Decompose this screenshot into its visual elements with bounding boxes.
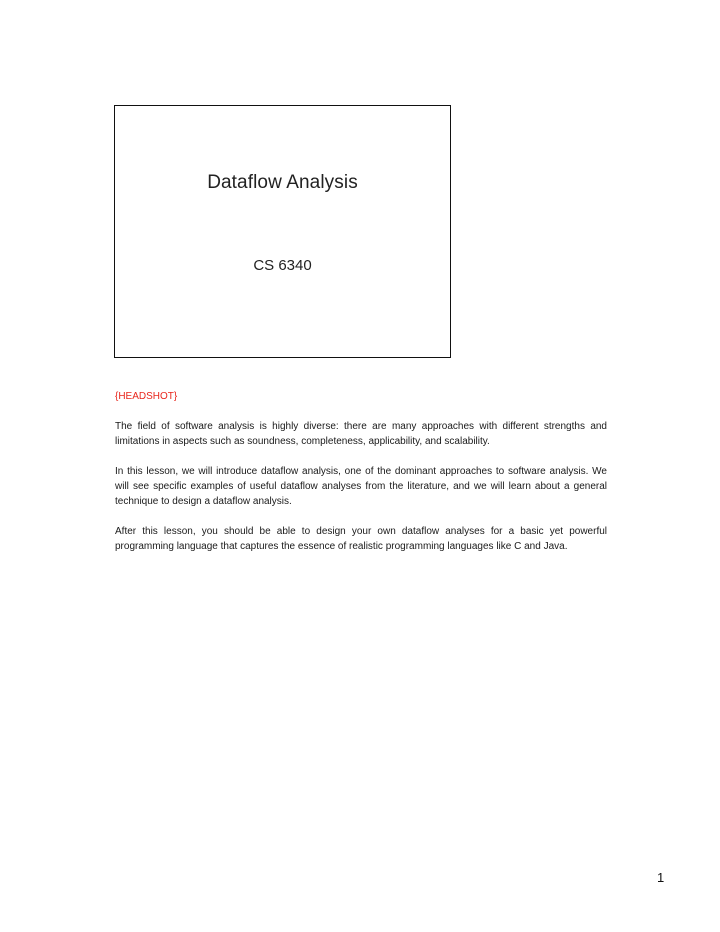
slide-thumbnail	[114, 105, 451, 358]
page-number: 1	[657, 870, 665, 885]
slide-title: Dataflow Analysis	[207, 172, 358, 193]
notes-paragraph: In this lesson, we will introduce dataflow analysis, one of the dominant approaches to software analysis. We will see specific examples of useful dataflow analyses from the literature, and we will learn about a general technique to design a dataflow analysis.	[115, 466, 607, 507]
notes-paragraph: The field of software analysis is highly diverse: there are many approaches with different strengths and limitations in aspects such as soundness, completeness, applicability, and scalability.	[115, 421, 607, 447]
notes-paragraph: After this lesson, you should be able to design your own dataflow analyses for a basic yet powerful programming language that captures the essence of realistic programming languages like C and Java.	[115, 526, 607, 552]
speaker-notes	[115, 389, 607, 569]
headshot-tag: {HEADSHOT}	[115, 391, 178, 402]
slide-subtitle: CS 6340	[253, 257, 312, 274]
